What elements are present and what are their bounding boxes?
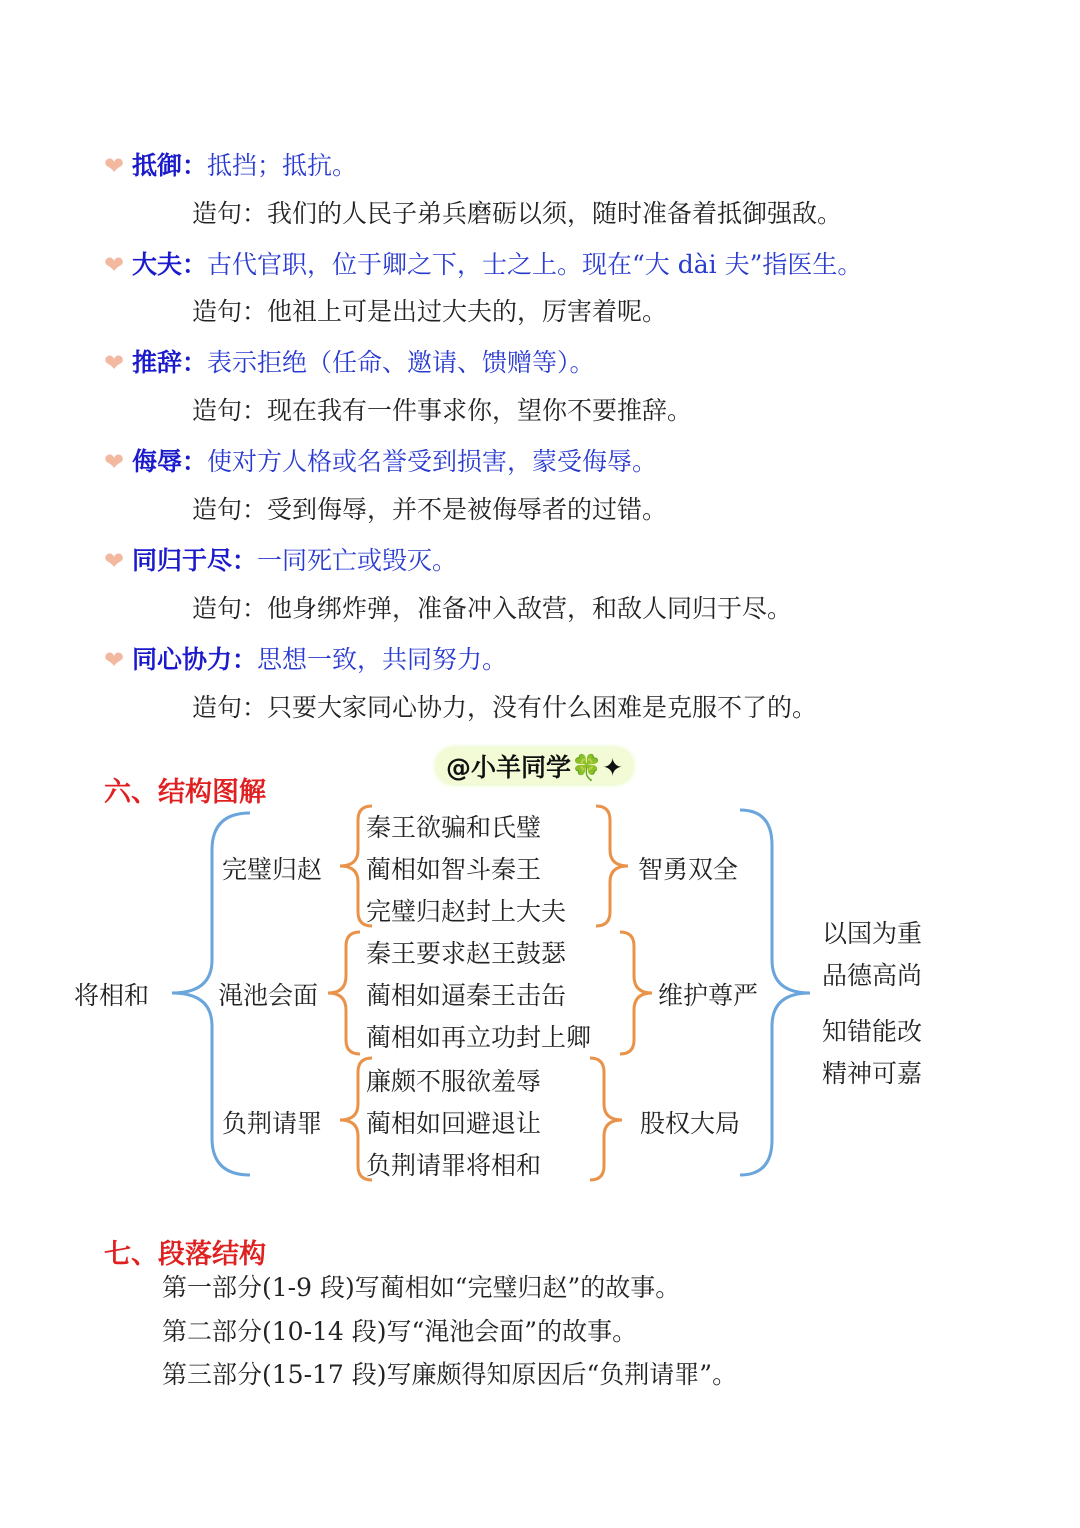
vocab-example: 造句：现在我有一件事求你，望你不要推辞。 <box>192 396 693 425</box>
group-name: 完璧归赵 <box>222 855 323 884</box>
group-summary: 维护尊严 <box>658 981 759 1010</box>
vocab-term: 同归于尽： <box>132 546 258 575</box>
group-item: 蔺相如逼秦王击缶 <box>366 981 567 1010</box>
group-item: 廉颇不服欲羞辱 <box>366 1067 542 1096</box>
paragraph-line: 第一部分(1-9 段)写蔺相如“完璧归赵”的故事。 <box>162 1273 681 1302</box>
heart-icon: ❤ <box>104 349 125 377</box>
vocab-definition: 表示拒绝（任命、邀请、馈赠等）。 <box>207 348 595 377</box>
group-item: 秦王要求赵王鼓瑟 <box>366 939 567 968</box>
group-name: 渑池会面 <box>218 981 319 1010</box>
vocab-definition: 思想一致，共同努力。 <box>257 645 508 674</box>
conclusion-line: 精神可嘉 <box>822 1059 923 1088</box>
vocab-definition: 古代官职，位于卿之下，士之上。现在“大 dài 夫”指医生。 <box>207 250 863 279</box>
group-item: 蔺相如再立功封上卿 <box>366 1023 592 1052</box>
heart-icon: ❤ <box>104 646 125 674</box>
group-summary: 股权大局 <box>640 1109 741 1138</box>
group-item: 蔺相如智斗秦王 <box>366 855 542 884</box>
vocab-term: 侮辱： <box>132 447 208 476</box>
conclusion-line: 知错能改 <box>822 1017 923 1046</box>
section6-title: 六、结构图解 <box>104 777 266 808</box>
vocab-definition: 一同死亡或毁灭。 <box>257 546 458 575</box>
diagram-root: 将相和 <box>74 981 150 1010</box>
vocab-term: 同心协力： <box>132 645 258 674</box>
author-tag: @小羊同学🍀✦ <box>436 748 633 784</box>
conclusion-line: 以国为重 <box>822 919 923 948</box>
vocab-example: 造句：受到侮辱，并不是被侮辱者的过错。 <box>192 495 668 524</box>
vocab-term: 推辞： <box>132 348 208 377</box>
heart-icon: ❤ <box>104 152 125 180</box>
heart-icon: ❤ <box>104 251 125 279</box>
group-item: 秦王欲骗和氏璧 <box>366 813 542 842</box>
vocab-term: 大夫： <box>132 250 208 279</box>
group1-right-brace <box>596 806 628 926</box>
group3-right-brace <box>590 1058 622 1180</box>
section7-title: 七、段落结构 <box>104 1239 266 1270</box>
paragraph-line: 第二部分(10-14 段)写“渑池会面”的故事。 <box>162 1317 638 1346</box>
group-summary: 智勇双全 <box>638 855 739 884</box>
vocab-example: 造句：他身绑炸弹，准备冲入敌营，和敌人同归于尽。 <box>192 594 793 623</box>
paragraph-line: 第三部分(15-17 段)写廉颇得知原因后“负荆请罪”。 <box>162 1360 738 1389</box>
conclusion-line: 品德高尚 <box>822 961 923 990</box>
vocab-example: 造句：只要大家同心协力，没有什么困难是克服不了的。 <box>192 693 818 722</box>
vocab-term: 抵御： <box>132 151 208 180</box>
group-item: 完璧归赵封上大夫 <box>366 897 567 926</box>
heart-icon: ❤ <box>104 547 125 575</box>
vocab-example: 造句：他祖上可是出过大夫的，厉害着呢。 <box>192 297 668 326</box>
vocab-definition: 抵挡；抵抗。 <box>207 151 358 180</box>
group-name: 负荆请罪 <box>222 1109 323 1138</box>
vocab-definition: 使对方人格或名誉受到损害，蒙受侮辱。 <box>207 447 658 476</box>
group2-right-brace <box>620 932 652 1054</box>
vocab-example: 造句：我们的人民子弟兵磨砺以须，随时准备着抵御强敌。 <box>192 199 843 228</box>
group-item: 蔺相如回避退让 <box>366 1109 542 1138</box>
group-item: 负荆请罪将相和 <box>366 1151 542 1180</box>
heart-icon: ❤ <box>104 448 125 476</box>
group2-left-brace <box>328 932 360 1054</box>
